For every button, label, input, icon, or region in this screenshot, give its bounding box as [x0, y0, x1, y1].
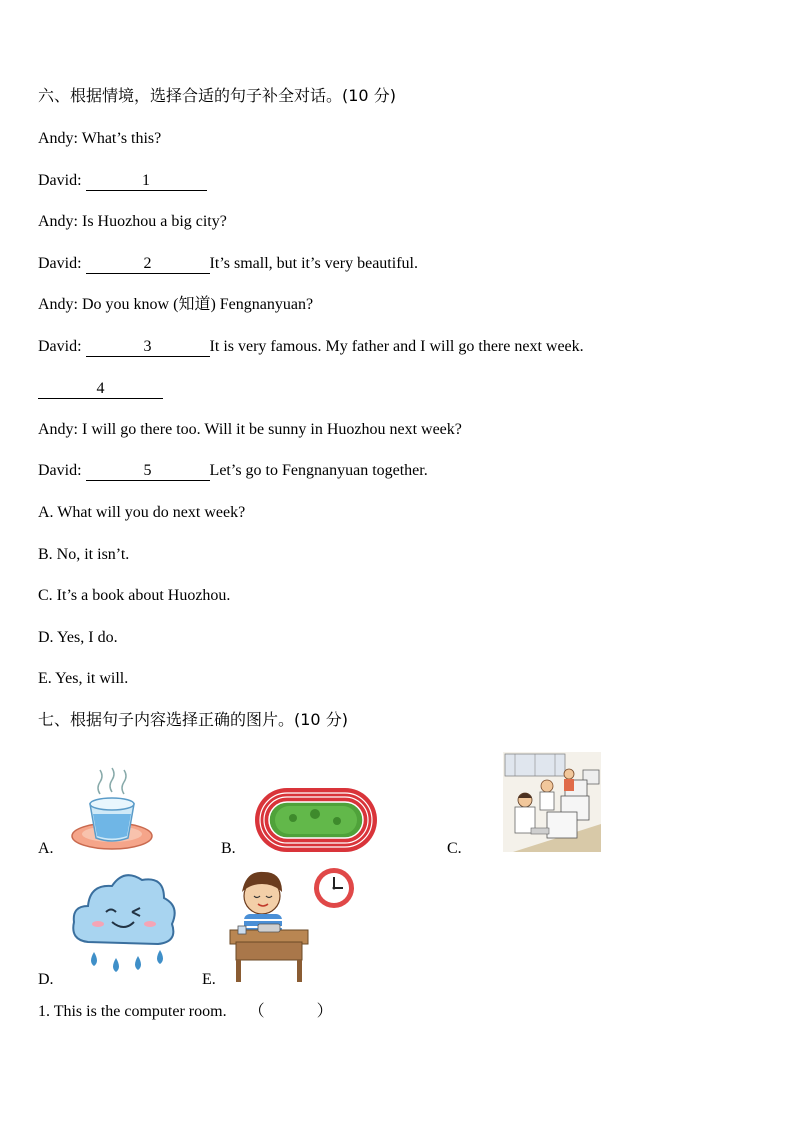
speaker: Andy: [38, 130, 78, 147]
answer-paren-close: ） [316, 1003, 333, 1020]
dialogue-text: Let’s go to Fengnanyuan together. [209, 462, 428, 479]
dialogue-line-7 [38, 379, 163, 399]
computer-room-icon[interactable] [503, 752, 601, 852]
dialogue-text: I will go there too. Will it be sunny in Huozhou next week? [82, 421, 462, 438]
question-1 [38, 1002, 333, 1022]
answer-blank-1[interactable]: 1 [86, 172, 207, 191]
dialogue-text: It’s small, but it’s very beautiful. [209, 255, 418, 272]
speaker: David: [38, 172, 82, 189]
picture-label-a: A. [38, 840, 54, 857]
option-b: B. No, it isn’t. [38, 546, 130, 563]
dialogue-line-6 [38, 337, 584, 357]
section-6-title: 六、根据情境，选择合适的句子补全对话。(10 分) [38, 86, 396, 105]
picture-label-c: C. [447, 840, 462, 857]
dialogue-line-9 [38, 461, 428, 481]
option-e: E. Yes, it will. [38, 670, 129, 687]
speaker: Andy: [38, 296, 78, 313]
dialogue-line-4 [38, 254, 418, 274]
answer-blank-4[interactable]: 4 [38, 380, 163, 399]
speaker: Andy: [38, 421, 78, 438]
option-a: A. What will you do next week? [38, 504, 246, 521]
section-7-title: 七、根据句子内容选择正确的图片。(10 分) [38, 710, 348, 729]
dialogue-line-1 [38, 129, 161, 149]
dialogue-text: What’s this? [81, 130, 162, 147]
answer-blank-5[interactable]: 5 [86, 462, 210, 481]
speaker: David: [38, 462, 82, 479]
option-c: C. It’s a book about Huozhou. [38, 587, 231, 604]
answer-blank-2[interactable]: 2 [86, 255, 210, 274]
boy-eating-icon[interactable] [222, 866, 362, 986]
speaker: Andy: [38, 213, 78, 230]
picture-label-d: D. [38, 971, 54, 988]
dialogue-line-5 [38, 295, 313, 315]
question-text: 1. This is the computer room. [38, 1003, 227, 1020]
sports-field-icon[interactable] [253, 786, 379, 854]
speaker: David: [38, 255, 82, 272]
picture-label-b: B. [221, 840, 236, 857]
water-glass-icon[interactable] [70, 766, 154, 856]
dialogue-line-3 [38, 212, 227, 232]
dialogue-line-2 [38, 171, 207, 191]
dialogue-text: Is Huozhou a big city? [82, 213, 227, 230]
dialogue-text: It is very famous. My father and I will go there next week. [209, 338, 584, 355]
answer-blank-3[interactable]: 3 [86, 338, 210, 357]
option-d: D. Yes, I do. [38, 629, 118, 646]
dialogue-text: Do you know (知道) Fengnanyuan? [82, 296, 314, 313]
picture-label-e: E. [202, 971, 216, 988]
answer-paren-open: （ [248, 1003, 265, 1020]
rain-cloud-icon[interactable] [68, 866, 182, 986]
speaker: David: [38, 338, 82, 355]
dialogue-line-8 [38, 420, 462, 440]
